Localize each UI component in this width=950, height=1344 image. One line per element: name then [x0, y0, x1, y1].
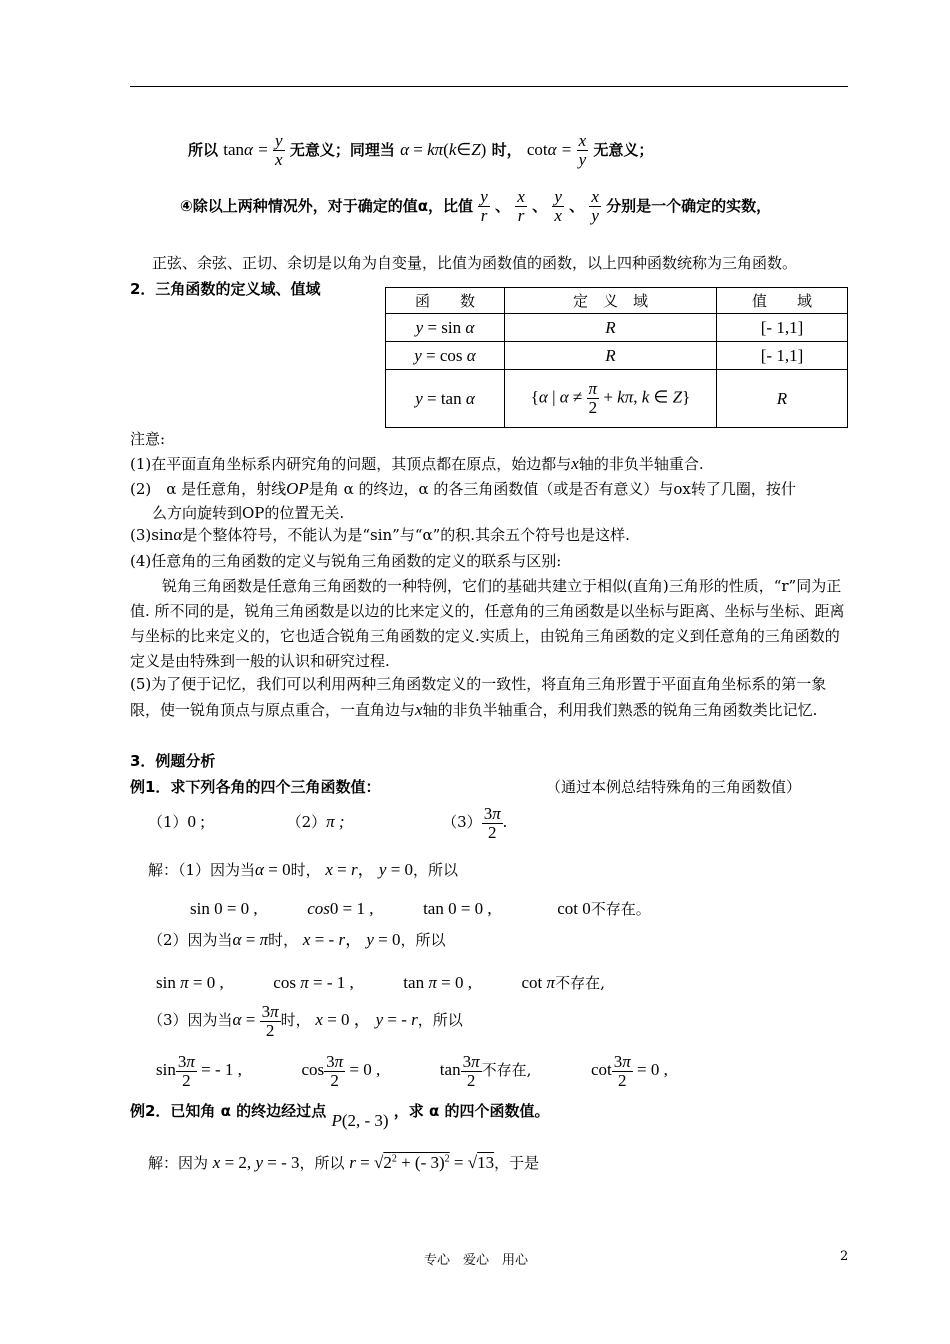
row-cos-domain: R — [505, 342, 717, 370]
note-2: (2) α 是任意角，射线OP是角 α 的终边，α 的各三角函数值（或是否有意义）与ox转了几圈，按什 — [130, 479, 796, 498]
row-tan-domain: {α | α ≠ $\frac{\pi}{2}$ + kπ, k ∈ Z} — [505, 370, 717, 428]
solution-1-values: sin 0 = 0 , cos0 = 1 , tan 0 = 0 , cot 0不存在。 — [190, 899, 651, 918]
domain-range-table — [385, 287, 848, 428]
note-4: (4)任意角的三角函数的定义与锐角三角函数的定义的联系与区别: — [130, 552, 562, 570]
line2: ④除以上两种情况外，对于确定的值α，比值 $\frac{y}{r}$ 、 $\frac{x}{r}$ 、 $\frac{y}{x}$ 、 $\frac{x}{y}$ 分别是一个确定的实数， — [180, 187, 772, 225]
notes-title: 注意: — [130, 430, 166, 448]
note-5: (5)为了便于记忆，我们可以利用两种三角函数定义的一致性，将直角三角形置于平面直角坐标系的第一象限，使一锐角顶点与原点重合，一直角边与x轴的非负半轴重合，利用我们熟悉的锐角三角函数类比记忆. — [130, 675, 827, 719]
row-tan-func: y = tan α — [386, 370, 505, 428]
example-2-solution: 解：因为 x = 2, y = - 3，所以 $r = √2^2$ + (- 3)$^2$ = √13，于是 — [148, 1153, 540, 1172]
th-domain: 定 义 域 — [505, 288, 717, 314]
solution-3-values: sin $\frac{3\pi}{2}$ = - 1 , cos $\frac{3\pi}{2}$ = 0 , tan $\frac{3\pi}{2}$ 不存在, cot $\frac{3\pi}{2}$ = 0 , — [156, 1051, 668, 1090]
example-1-title: 例1．求下列各角的四个三角函数值： — [130, 778, 381, 796]
example-2-title: 例2．已知角 α 的终边经过点 P(2, - 3) ，求 α 的四个函数值。 — [130, 1102, 550, 1130]
th-range: 值 域 — [717, 288, 848, 314]
trig-summary: 正弦、余弦、正切、余切是以角为自变量，比值为函数值的函数，以上四种函数统称为三角函数。 — [152, 254, 798, 272]
page-number: 2 — [840, 1249, 849, 1264]
row-sin-func: y = sin α — [386, 314, 505, 342]
note-2-cont: 么方向旋转到OP的位置无关. — [152, 504, 345, 522]
section-3-heading: 3．例题分析 — [130, 752, 216, 770]
row-tan-range: R — [717, 370, 848, 428]
footer-motto: 专心 爱心 用心 — [424, 1253, 529, 1268]
example-1-items: （1）0 ; （2）π ; （3） $\frac{3\pi}{2}$ . — [148, 803, 507, 842]
row-sin-range: [- 1,1] — [717, 314, 848, 342]
note-1: (1)在平面直角坐标系内研究角的问题，其顶点都在原点，始边都与x轴的非负半轴重合. — [130, 454, 704, 473]
section-2-heading: 2．三角函数的定义域、值域 — [130, 280, 321, 298]
row-cos-range: [- 1,1] — [717, 342, 848, 370]
solution-2-values: sin π = 0 , cos π = - 1 , tan π = 0 , cot π不存在, — [156, 973, 605, 992]
solution-2: （2）因为当α = π时， x = - r， y = 0，所以 — [148, 930, 446, 949]
line1: 所以 tanα = $\frac{y}{x}$ 无意义；同理当 α = kπ(k∈Z) 时， cotα = $\frac{x}{y}$ 无意义； — [188, 131, 654, 169]
row-sin-domain: R — [505, 314, 717, 342]
th-function: 函 数 — [386, 288, 505, 314]
solution-1: 解：（1）因为当α = 0时， x = r， y = 0，所以 — [148, 860, 459, 879]
solution-3: （3）因为当α = $\frac{3\pi}{2}$ 时， x = 0 ， y = - r，所以 — [148, 1001, 463, 1040]
note-4-paragraph: 锐角三角函数是任意角三角函数的一种特例，它们的基础共建立于相似(直角)三角形的性质，“r”同为正值. 所不同的是，锐角三角函数是以边的比来定义的，任意角的三角函数是以坐标与距离、坐标与坐标、距离与坐标的比来定义的，它也适合锐角三角函数的定义.实质上，由锐角三角函数的定义到任意角的三角函数的定义是由特殊到一般的认识和研究过程. — [130, 577, 845, 670]
header-rule — [130, 86, 848, 87]
example-1-hint: （通过本例总结特殊角的三角函数值） — [546, 778, 802, 796]
note-3: (3)sinα是个整体符号，不能认为是“sin”与“α”的积.其余五个符号也是这样. — [130, 525, 630, 544]
row-cos-func: y = cos α — [386, 342, 505, 370]
